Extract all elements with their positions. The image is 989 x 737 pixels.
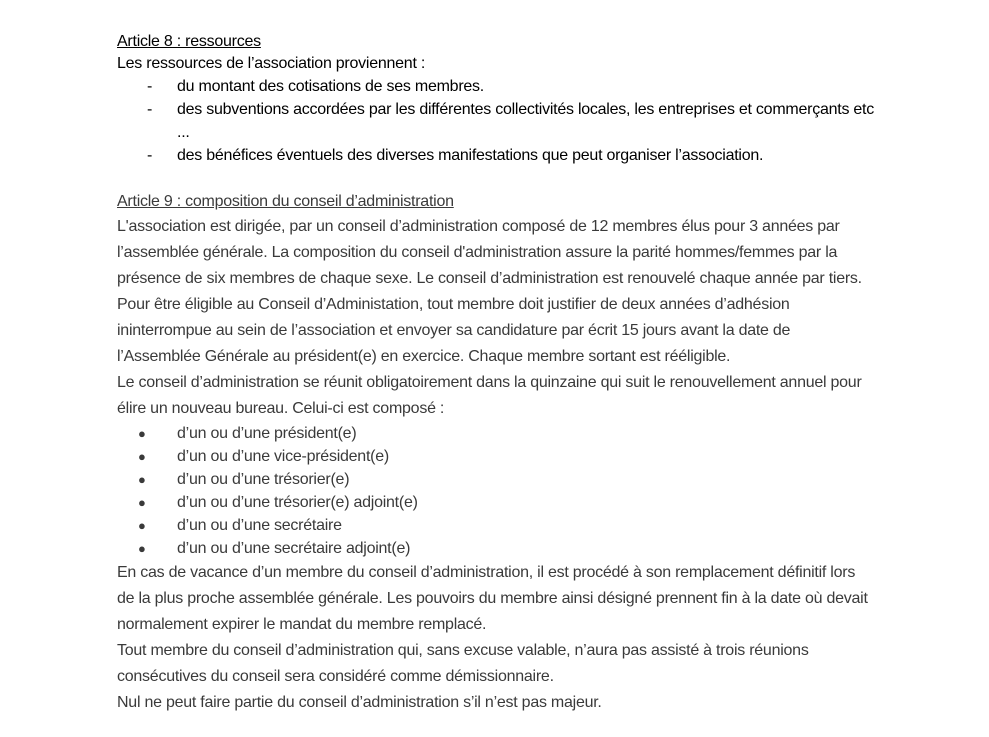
article-8-section bbox=[117, 31, 874, 167]
article-8-heading: Article 8 : ressources bbox=[117, 33, 261, 50]
list-item-text: d’un ou d’une président(e) bbox=[177, 425, 357, 442]
document-page bbox=[117, 31, 874, 716]
list-item bbox=[117, 98, 874, 144]
article-9-paragraph-2: Le conseil d’administration se réunit obligatoirement dans la quinzaine qui suit le renouvellement annuel pour élire un nouveau bureau. Celui-ci est composé : bbox=[117, 374, 862, 417]
bullet-icon: ● bbox=[138, 495, 146, 510]
list-item-text: des subventions accordées par les différentes collectivités locales, les entreprises et commerçants etc ... bbox=[177, 101, 874, 141]
article-9-paragraph-1: L'association est dirigée, par un conseil d’administration composé de 12 membres élus pour 3 années par l’assemblée générale. La composition du conseil d'administration assure la parité hommes/femmes par la présence de six membres de chaque sexe. Le conseil d’administration est renouvelé chaque année par tiers. Pour être éligible au Conseil d’Administation, tout membre doit justifier de deux années d’adhésion ininterrompue au sein de l’association et envoyer sa candidature par écrit 15 jours avant la date de l’Assemblée Générale au président(e) en exercice. Chaque membre sortant est rééligible. bbox=[117, 218, 862, 365]
bullet-icon: ● bbox=[138, 541, 146, 556]
list-item-text: du montant des cotisations de ses membres. bbox=[177, 78, 484, 95]
list-item-text: des bénéfices éventuels des diverses manifestations que peut organiser l’association. bbox=[177, 147, 764, 164]
bureau-list bbox=[117, 422, 874, 560]
list-item bbox=[117, 537, 874, 560]
bullet-icon: ● bbox=[138, 449, 146, 464]
dash-marker: - bbox=[147, 147, 153, 164]
article-9-section bbox=[117, 190, 874, 716]
bullet-icon: ● bbox=[138, 518, 146, 533]
list-item-text: d’un ou d’une vice-président(e) bbox=[177, 448, 389, 465]
article-9-heading: Article 9 : composition du conseil d’administration bbox=[117, 193, 454, 210]
list-item bbox=[117, 144, 874, 167]
article-9-paragraph-3: En cas de vacance d’un membre du conseil d’administration, il est procédé à son remplacement définitif lors de la plus proche assemblée générale. Les pouvoirs du membre ainsi désigné prennent fin à la date où devait normalement expirer le mandat du membre remplacé. bbox=[117, 564, 868, 633]
list-item-text: d’un ou d’une secrétaire bbox=[177, 517, 342, 534]
list-item bbox=[117, 75, 874, 98]
list-item bbox=[117, 491, 874, 514]
bullet-icon: ● bbox=[138, 426, 146, 441]
list-item-text: d’un ou d’une secrétaire adjoint(e) bbox=[177, 540, 411, 557]
list-item bbox=[117, 445, 874, 468]
list-item-text: d’un ou d’une trésorier(e) bbox=[177, 471, 350, 488]
bullet-icon: ● bbox=[138, 472, 146, 487]
article-9-paragraph-4: Tout membre du conseil d’administration qui, sans excuse valable, n’aura pas assisté à trois réunions consécutives du conseil sera considéré comme démissionnaire. bbox=[117, 642, 809, 685]
article-9-paragraph-5: Nul ne peut faire partie du conseil d’administration s’il n’est pas majeur. bbox=[117, 694, 602, 711]
list-item-text: d’un ou d’une trésorier(e) adjoint(e) bbox=[177, 494, 418, 511]
article-8-resource-list bbox=[117, 75, 874, 167]
dash-marker: - bbox=[147, 101, 153, 118]
list-item bbox=[117, 468, 874, 491]
dash-marker: - bbox=[147, 78, 153, 95]
article-8-intro: Les ressources de l’association proviennent : bbox=[117, 55, 426, 72]
list-item bbox=[117, 514, 874, 537]
list-item bbox=[117, 422, 874, 445]
